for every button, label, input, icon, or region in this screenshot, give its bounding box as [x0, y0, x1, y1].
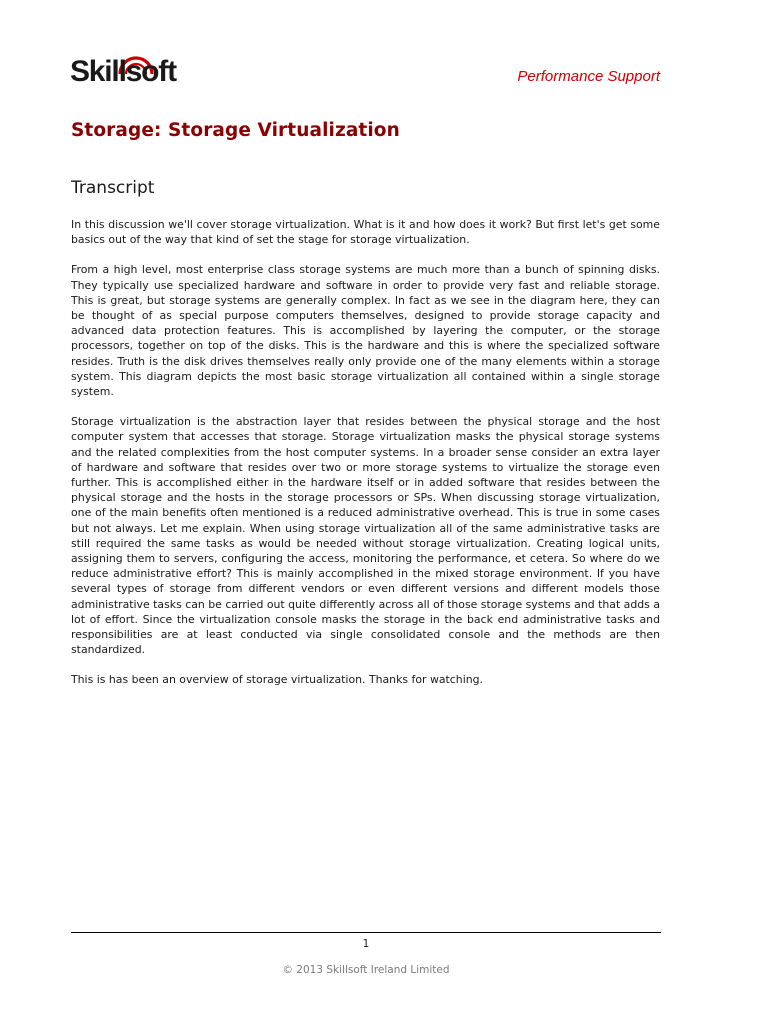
transcript-body [71, 217, 660, 703]
logo-wordmark: Skillsoft [70, 55, 176, 88]
skillsoft-logo [70, 44, 185, 92]
paragraph: From a high level, most enterprise class storage systems are much more than a bunch of spinning disks. They typically use specialized hardware and software in order to provide very fast and reliable storage. This is great, but storage systems are generally complex. In fact as we see in the diagram here, they can be thought of as special purpose computers themselves, designed to provide storage capacity and advanced data protection features. This is accomplished by layering the computer, or the storage processors, together on top of the disks. This is the hardware and this is where the specialized software resides. Truth is the disk drives themselves really only provide one of the many elements within a storage system. This diagram depicts the most basic storage virtualization all contained within a single storage system. [71, 263, 660, 399]
page-number: 1 [362, 938, 370, 950]
document-title: Storage: Storage Virtualization [71, 120, 400, 141]
section-heading: Transcript [71, 178, 155, 198]
performance-support-tagline: Performance Support [517, 68, 660, 85]
paragraph: Storage virtualization is the abstraction layer that resides between the physical storage and the host computer system that accesses that storage. Storage virtualization masks the physical storage systems and the related complexities from the host computer systems. In a broader sense consider an extra layer of hardware and software that resides over two or more storage systems to virtualize the storage even further. This is accomplished either in the hardware itself or in added software that resides between the physical storage and the hosts in the storage processors or SPs. When discussing storage virtualization, one of the main benefits often mentioned is a reduced administrative overhead. This is true in some cases but not always. Let me explain. When using storage virtualization all of the same administrative tasks are still required the same tasks as would be needed without storage virtualization. Creating logical units, assigning them to servers, configuring the access, monitoring the performance, et cetera. So where do we reduce administrative effort? This is mainly accomplished in the mixed storage environment. If you have several types of storage from different vendors or even different versions and different models those administrative tasks can be carried out quite differently across all of those storage systems and that adds a lot of effort. Since the virtualization console masks the storage in the back end administrative tasks and responsibilities are at least conducted via single consolidated console and the methods are then standardized. [71, 415, 660, 657]
footer-divider [71, 932, 661, 933]
paragraph: In this discussion we'll cover storage virtualization. What is it and how does it work? But first let's get some basics out of the way that kind of set the stage for storage virtualization. [71, 218, 660, 247]
copyright-notice: © 2013 Skillsoft Ireland Limited [282, 964, 450, 976]
paragraph: This is has been an overview of storage virtualization. Thanks for watching. [71, 673, 483, 687]
